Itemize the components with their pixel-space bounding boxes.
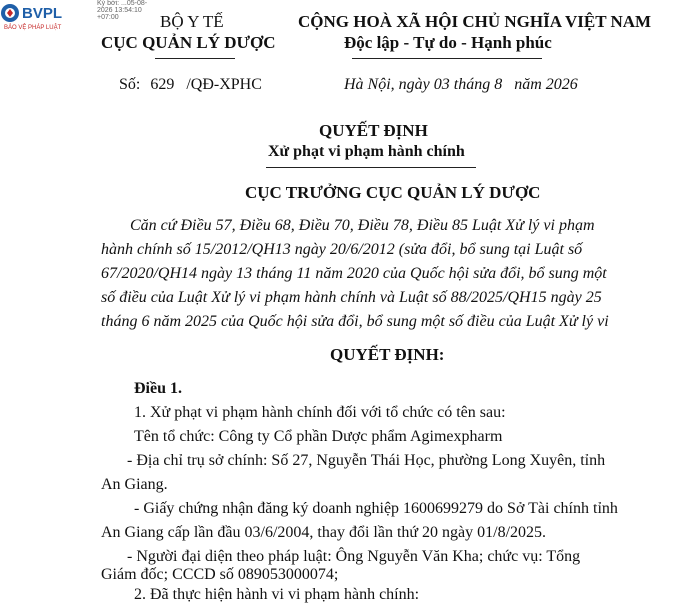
department-name: CỤC QUẢN LÝ DƯỢC [101, 33, 276, 52]
address-line-2: An Giang. [101, 476, 168, 493]
ministry-name: BỘ Y TẾ [160, 12, 224, 31]
doc-number-prefix: Số: [119, 76, 141, 93]
left-header-rule [155, 58, 235, 59]
doc-number [119, 76, 262, 94]
article-1-heading: Điều 1. [134, 380, 182, 397]
article-1-item-1: 1. Xử phạt vi phạm hành chính đối với tổ chức có tên sau: [134, 404, 506, 421]
doc-number-value: 629 [150, 76, 175, 93]
stamp-line: Ký bởi: ...05-08- [97, 0, 148, 7]
article-1-item-2: 2. Đã thực hiện hành vi vi phạm hành chính: [134, 586, 420, 603]
stamp-line: +07:00 [97, 14, 119, 21]
license-line-1: - Giấy chứng nhận đăng ký doanh nghiệp 1600699279 do Sở Tài chính tỉnh [134, 500, 618, 517]
signature-stamp [97, 0, 147, 21]
stamp-line: 2026 13:54:10 [97, 7, 142, 14]
preamble-line-4: số điều của Luật Xử lý vi phạm hành chính và Luật số 88/2025/QH15 ngày 25 [101, 289, 602, 306]
preamble-line-5: tháng 6 năm 2025 của Quốc hội sửa đổi, bổ sung một số điều của Luật Xử lý vi [101, 313, 609, 330]
document-title: QUYẾT ĐỊNH [319, 121, 428, 140]
issuer-title: CỤC TRƯỞNG CỤC QUẢN LÝ DƯỢC [245, 183, 541, 202]
right-header-rule [352, 58, 542, 59]
nation-motto: Độc lập - Tự do - Hạnh phúc [344, 33, 552, 52]
doc-number-suffix: /QĐ-XPHC [186, 76, 262, 93]
preamble-line-2: hành chính số 15/2012/QH13 ngày 20/6/2012 (sửa đổi, bổ sung tại Luật số [101, 241, 583, 258]
organization-name: Tên tổ chức: Công ty Cổ phần Dược phẩm Agimexpharm [134, 428, 503, 445]
address-line-1: - Địa chỉ trụ sở chính: Số 27, Nguyễn Thái Học, phường Long Xuyên, tỉnh [127, 452, 606, 469]
logo-text: BVPL [22, 5, 63, 22]
decision-heading: QUYẾT ĐỊNH: [330, 345, 445, 364]
subtitle-rule [266, 167, 476, 168]
preamble-line-3: 67/2020/QH14 ngày 13 tháng 11 năm 2020 của Quốc hội sửa đổi, bổ sung một [101, 265, 607, 282]
document-subtitle: Xử phạt vi phạm hành chính [268, 143, 465, 160]
representative-line-2: Giám đốc; CCCD số 089053000074; [101, 566, 339, 583]
place-date: Hà Nội, ngày 03 tháng 8 năm 2026 [344, 76, 578, 93]
nation-title: CỘNG HOÀ XÃ HỘI CHỦ NGHĨA VIỆT NAM [298, 12, 652, 31]
license-line-2: An Giang cấp lần đầu 03/6/2004, thay đổi lần thứ 20 ngày 01/8/2025. [101, 524, 547, 541]
bvpl-logo [0, 0, 63, 36]
representative-line-1: - Người đại diện theo pháp luật: Ông Nguyễn Văn Kha; chức vụ: Tổng [127, 548, 581, 565]
preamble-line-1: Căn cứ Điều 57, Điều 68, Điều 70, Điều 78, Điều 85 Luật Xử lý vi phạm [130, 217, 595, 234]
logo-subtext: BẢO VỆ PHÁP LUẬT [4, 25, 62, 31]
